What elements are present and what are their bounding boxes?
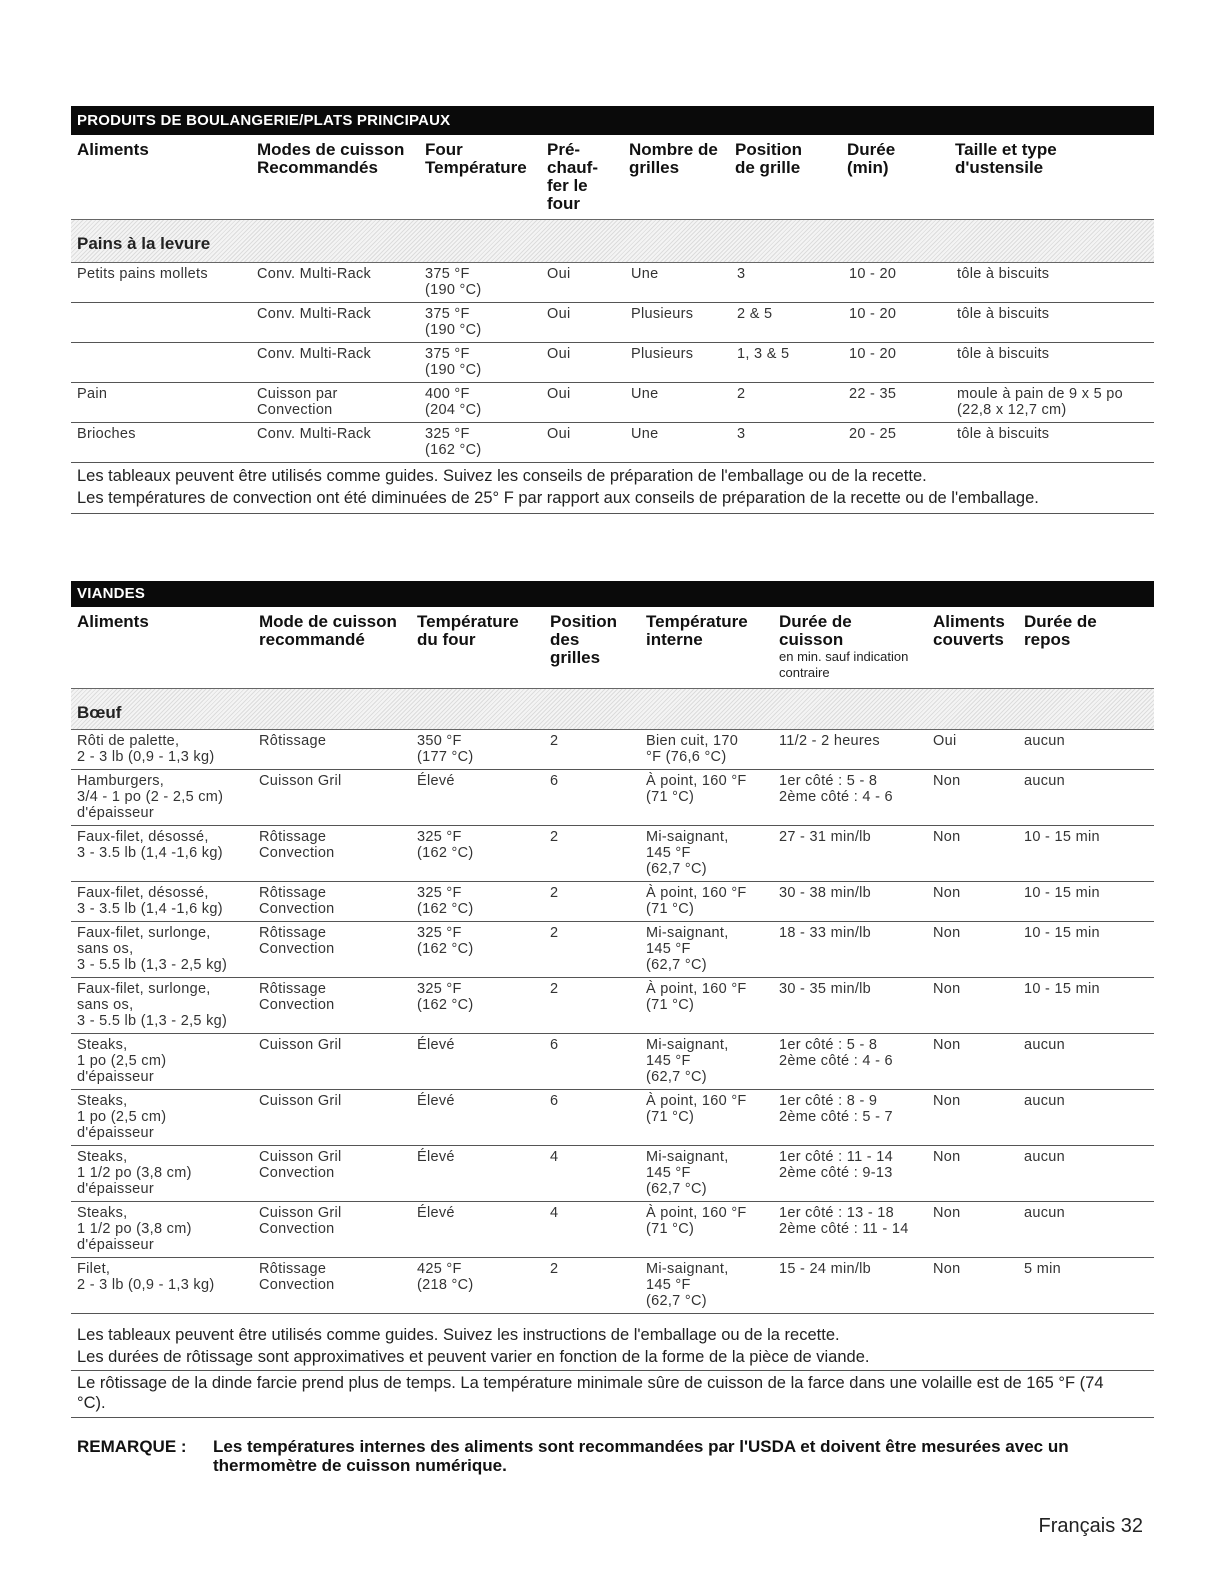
meats-header-3: Position des grilles — [550, 612, 618, 667]
meats-cell: Élevé — [417, 1093, 455, 1109]
meats-cell: 18 - 33 min/lb — [779, 925, 872, 941]
remark-label: REMARQUE : — [77, 1437, 187, 1456]
meats-cell: Mi-saignant, 145 °F (62,7 °C) — [646, 829, 729, 877]
meats-cell: aucun — [1024, 1149, 1066, 1165]
meats-cell: Non — [933, 885, 961, 901]
bakery-cell: Oui — [547, 306, 571, 322]
stuffing-note: Le rôtissage de la dinde farcie prend plus de temps. La température minimale sûre de cuisson de la farce dans une volaille est de 165 °F (74 °C). — [71, 1371, 1154, 1418]
meats-cell: 6 — [550, 1093, 559, 1109]
meats-cell: 2 — [550, 925, 559, 941]
meats-cell: Rôtissage — [259, 733, 327, 749]
bakery-cell: 375 °F (190 °C) — [425, 306, 482, 338]
meats-cell: 11/2 - 2 heures — [779, 733, 880, 749]
bakery-row — [71, 383, 1154, 423]
meats-cell: Mi-saignant, 145 °F (62,7 °C) — [646, 1149, 729, 1197]
meats-cell: 27 - 31 min/lb — [779, 829, 872, 845]
meats-cell: Élevé — [417, 773, 455, 789]
meats-notes — [71, 1314, 1154, 1371]
bakery-row — [71, 303, 1154, 343]
bakery-category-band — [71, 219, 1154, 263]
meats-cell: Hamburgers, 3/4 - 1 po (2 - 2,5 cm) d'épaisseur — [77, 773, 224, 821]
meats-cell: Rôtissage Convection — [259, 925, 335, 957]
bakery-cell: Brioches — [77, 426, 136, 442]
meats-cell: 6 — [550, 773, 559, 789]
bakery-cell: Plusieurs — [631, 346, 694, 362]
meats-cell: Rôtissage Convection — [259, 885, 335, 917]
bakery-cell: 400 °F (204 °C) — [425, 386, 482, 418]
meats-cell: Non — [933, 1149, 961, 1165]
meats-row — [71, 1146, 1154, 1202]
meats-cell: Filet, 2 - 3 lb (0,9 - 1,3 kg) — [77, 1261, 215, 1293]
bakery-row — [71, 423, 1154, 463]
bakery-notes — [71, 463, 1154, 514]
meats-cell: 1er côté : 8 - 9 2ème côté : 5 - 7 — [779, 1093, 893, 1125]
bakery-cell: 10 - 20 — [849, 346, 897, 362]
meats-cell: 325 °F (162 °C) — [417, 829, 474, 861]
meats-cell: 1er côté : 5 - 8 2ème côté : 4 - 6 — [779, 773, 893, 805]
meats-cell: Cuisson Gril — [259, 773, 342, 789]
bakery-row — [71, 343, 1154, 383]
meats-cell: Rôtissage Convection — [259, 981, 335, 1013]
meats-cell: Élevé — [417, 1149, 455, 1165]
bakery-cell: Conv. Multi-Rack — [257, 306, 372, 322]
bakery-cell: Oui — [547, 426, 571, 442]
meats-header-7: Durée de repos — [1024, 612, 1097, 649]
meats-cell: Rôtissage Convection — [259, 829, 335, 861]
meats-cell: aucun — [1024, 1093, 1066, 1109]
bakery-cell: Une — [631, 426, 659, 442]
meats-cell: 5 min — [1024, 1261, 1061, 1277]
meats-row — [71, 770, 1154, 826]
meats-cell: 325 °F (162 °C) — [417, 981, 474, 1013]
bakery-cell: 375 °F (190 °C) — [425, 346, 482, 378]
meats-note-2: Les durées de rôtissage sont approximatives et peuvent varier en fonction de la forme de la pièce de viande. — [77, 1348, 870, 1366]
meats-cell: Non — [933, 925, 961, 941]
bakery-cell: tôle à biscuits — [957, 346, 1050, 362]
meats-cell: 4 — [550, 1205, 559, 1221]
meats-cell: Cuisson Gril Convection — [259, 1205, 342, 1237]
meats-row — [71, 1258, 1154, 1314]
meats-row — [71, 978, 1154, 1034]
meats-cell: 1er côté : 11 - 14 2ème côté : 9-13 — [779, 1149, 893, 1181]
meats-cell: Mi-saignant, 145 °F (62,7 °C) — [646, 1037, 729, 1085]
meats-cell: Non — [933, 1261, 961, 1277]
meats-cell: 6 — [550, 1037, 559, 1053]
bakery-cell — [71, 303, 251, 343]
meats-cell: 325 °F (162 °C) — [417, 925, 474, 957]
meats-cell: 2 — [550, 733, 559, 749]
bakery-cell — [71, 343, 251, 383]
meats-cell: Élevé — [417, 1037, 455, 1053]
meats-cell: 1er côté : 5 - 8 2ème côté : 4 - 6 — [779, 1037, 893, 1069]
meats-cell: 1er côté : 13 - 18 2ème côté : 11 - 14 — [779, 1205, 909, 1237]
bakery-cell: Une — [631, 266, 659, 282]
meats-category-band — [71, 688, 1154, 730]
meats-cell: Steaks, 1 po (2,5 cm) d'épaisseur — [77, 1093, 167, 1141]
bakery-cell: Oui — [547, 266, 571, 282]
bakery-cell: 3 — [737, 266, 746, 282]
meats-cell: Faux-filet, surlonge, sans os, 3 - 5.5 lb (1,3 - 2,5 kg) — [77, 925, 228, 973]
bakery-title-bar: PRODUITS DE BOULANGERIE/PLATS PRINCIPAUX — [71, 106, 1154, 135]
bakery-cell: Une — [631, 386, 659, 402]
bakery-cell: 2 — [737, 386, 746, 402]
meats-header-6: Aliments couverts — [933, 612, 1005, 649]
meats-cell: 10 - 15 min — [1024, 829, 1100, 845]
meats-header-2: Température du four — [417, 612, 519, 649]
meats-cell: Cuisson Gril — [259, 1093, 342, 1109]
meats-cell: Steaks, 1 1/2 po (3,8 cm) d'épaisseur — [77, 1205, 192, 1253]
meats-cell: Bien cuit, 170 °F (76,6 °C) — [646, 733, 739, 765]
bakery-header-6: Durée (min) — [847, 140, 896, 177]
meats-table — [71, 730, 1154, 1314]
meats-cell: Cuisson Gril — [259, 1037, 342, 1053]
meats-cell: Non — [933, 981, 961, 997]
meats-cell: 425 °F (218 °C) — [417, 1261, 474, 1293]
meats-cell: aucun — [1024, 773, 1066, 789]
meats-cell: 30 - 35 min/lb — [779, 981, 872, 997]
bakery-cell: 3 — [737, 426, 746, 442]
remark-text: Les températures internes des aliments sont recommandées par l'USDA et doivent être mesurées avec un thermomètre de cuisson numérique. — [213, 1437, 1069, 1475]
meats-cell: 30 - 38 min/lb — [779, 885, 872, 901]
meats-row — [71, 922, 1154, 978]
bakery-cell: Petits pains mollets — [77, 266, 208, 282]
meats-cell: 325 °F (162 °C) — [417, 885, 474, 917]
bakery-section — [71, 106, 1154, 514]
meats-note-1: Les tableaux peuvent être utilisés comme guides. Suivez les instructions de l'emballage ou de la recette. — [77, 1326, 840, 1344]
bakery-header-1: Modes de cuisson Recommandés — [257, 140, 405, 177]
page-footer: Français 32 — [1038, 1515, 1143, 1537]
bakery-cell: 10 - 20 — [849, 266, 897, 282]
bakery-cell: tôle à biscuits — [957, 266, 1050, 282]
meats-cell: Élevé — [417, 1205, 455, 1221]
bakery-note-1: Les tableaux peuvent être utilisés comme guides. Suivez les conseils de préparation de l'emballage ou de la recette. — [77, 467, 927, 485]
meats-cell: 10 - 15 min — [1024, 925, 1100, 941]
bakery-cell: moule à pain de 9 x 5 po (22,8 x 12,7 cm) — [957, 386, 1124, 418]
meats-header-0: Aliments — [77, 612, 149, 631]
bakery-header-2: Four Température — [425, 140, 527, 177]
bakery-header-4: Nombre de grilles — [629, 140, 718, 177]
meats-cell: Mi-saignant, 145 °F (62,7 °C) — [646, 1261, 729, 1309]
meats-cell: 2 — [550, 1261, 559, 1277]
meats-cell: À point, 160 °F (71 °C) — [646, 1205, 747, 1237]
meats-cell: À point, 160 °F (71 °C) — [646, 981, 747, 1013]
bakery-note-2: Les températures de convection ont été diminuées de 25° F par rapport aux conseils de préparation de la recette ou de l'emballage. — [77, 489, 1039, 507]
meats-cell: 2 — [550, 885, 559, 901]
meats-row — [71, 826, 1154, 882]
meats-header-row — [71, 607, 1154, 688]
meats-header-5-label: Durée de cuisson — [779, 612, 852, 649]
bakery-cell: 325 °F (162 °C) — [425, 426, 482, 458]
meats-cell: Faux-filet, désossé, 3 - 3.5 lb (1,4 -1,6 kg) — [77, 885, 223, 917]
meats-title-bar: VIANDES — [71, 581, 1154, 607]
bakery-cell: 2 & 5 — [737, 306, 773, 322]
meats-cell: aucun — [1024, 1037, 1066, 1053]
bakery-cell: Conv. Multi-Rack — [257, 266, 372, 282]
bakery-cell: 375 °F (190 °C) — [425, 266, 482, 298]
meats-row — [71, 1090, 1154, 1146]
bakery-header-row — [71, 135, 1154, 219]
bakery-row — [71, 263, 1154, 303]
meats-cell: Faux-filet, surlonge, sans os, 3 - 5.5 lb (1,3 - 2,5 kg) — [77, 981, 228, 1029]
bakery-cell: 1, 3 & 5 — [737, 346, 790, 362]
meats-cell: Non — [933, 1037, 961, 1053]
meats-cell: Cuisson Gril Convection — [259, 1149, 342, 1181]
bakery-cell: 10 - 20 — [849, 306, 897, 322]
meats-row — [71, 730, 1154, 770]
bakery-cell: Oui — [547, 386, 571, 402]
meats-cell: 2 — [550, 981, 559, 997]
bakery-cell: 20 - 25 — [849, 426, 897, 442]
bakery-header-0: Aliments — [77, 140, 149, 159]
bakery-cell: Conv. Multi-Rack — [257, 426, 372, 442]
bakery-cell: Oui — [547, 346, 571, 362]
meats-cell: 15 - 24 min/lb — [779, 1261, 872, 1277]
bakery-header-3: Pré- chauf- fer le four — [547, 140, 598, 213]
meats-cell: 10 - 15 min — [1024, 885, 1100, 901]
bakery-cell: Plusieurs — [631, 306, 694, 322]
meats-section — [71, 581, 1154, 1418]
meats-cell: 2 — [550, 829, 559, 845]
bakery-header-5: Position de grille — [735, 140, 803, 177]
meats-cell: Non — [933, 1093, 961, 1109]
meats-cell: 350 °F (177 °C) — [417, 733, 474, 765]
meats-cell: Faux-filet, désossé, 3 - 3.5 lb (1,4 -1,6 kg) — [77, 829, 223, 861]
meats-header-5-sub: en min. sauf indication contraire — [779, 649, 909, 680]
meats-header-4: Température interne — [646, 612, 748, 649]
bakery-cell: Cuisson par Convection — [257, 386, 338, 418]
meats-cell: 10 - 15 min — [1024, 981, 1100, 997]
bakery-cell: tôle à biscuits — [957, 306, 1050, 322]
bakery-cell: 22 - 35 — [849, 386, 897, 402]
meats-row — [71, 1034, 1154, 1090]
bakery-table — [71, 263, 1154, 463]
meats-cell: Steaks, 1 1/2 po (3,8 cm) d'épaisseur — [77, 1149, 192, 1197]
bakery-cell: Pain — [77, 386, 108, 402]
meats-cell: Oui — [933, 733, 957, 749]
bakery-header-7: Taille et type d'ustensile — [955, 140, 1057, 177]
meats-row — [71, 882, 1154, 922]
meats-cell: Mi-saignant, 145 °F (62,7 °C) — [646, 925, 729, 973]
meats-cell: aucun — [1024, 1205, 1066, 1221]
bakery-cell: tôle à biscuits — [957, 426, 1050, 442]
meats-header-1: Mode de cuisson recommandé — [259, 612, 397, 649]
meats-cell: 4 — [550, 1149, 559, 1165]
bakery-category-label: Pains à la levure — [77, 234, 211, 253]
meats-cell: Rôti de palette, 2 - 3 lb (0,9 - 1,3 kg) — [77, 733, 215, 765]
meats-category-label: Bœuf — [77, 703, 122, 722]
meats-cell: À point, 160 °F (71 °C) — [646, 1093, 747, 1125]
meats-cell: Non — [933, 1205, 961, 1221]
bakery-cell: Conv. Multi-Rack — [257, 346, 372, 362]
meats-cell: Rôtissage Convection — [259, 1261, 335, 1293]
meats-cell: Steaks, 1 po (2,5 cm) d'épaisseur — [77, 1037, 167, 1085]
meats-cell: À point, 160 °F (71 °C) — [646, 773, 747, 805]
meats-row — [71, 1202, 1154, 1258]
meats-cell: À point, 160 °F (71 °C) — [646, 885, 747, 917]
meats-header-5 — [779, 613, 908, 681]
meats-cell: Non — [933, 773, 961, 789]
meats-cell: Non — [933, 829, 961, 845]
meats-cell: aucun — [1024, 733, 1066, 749]
